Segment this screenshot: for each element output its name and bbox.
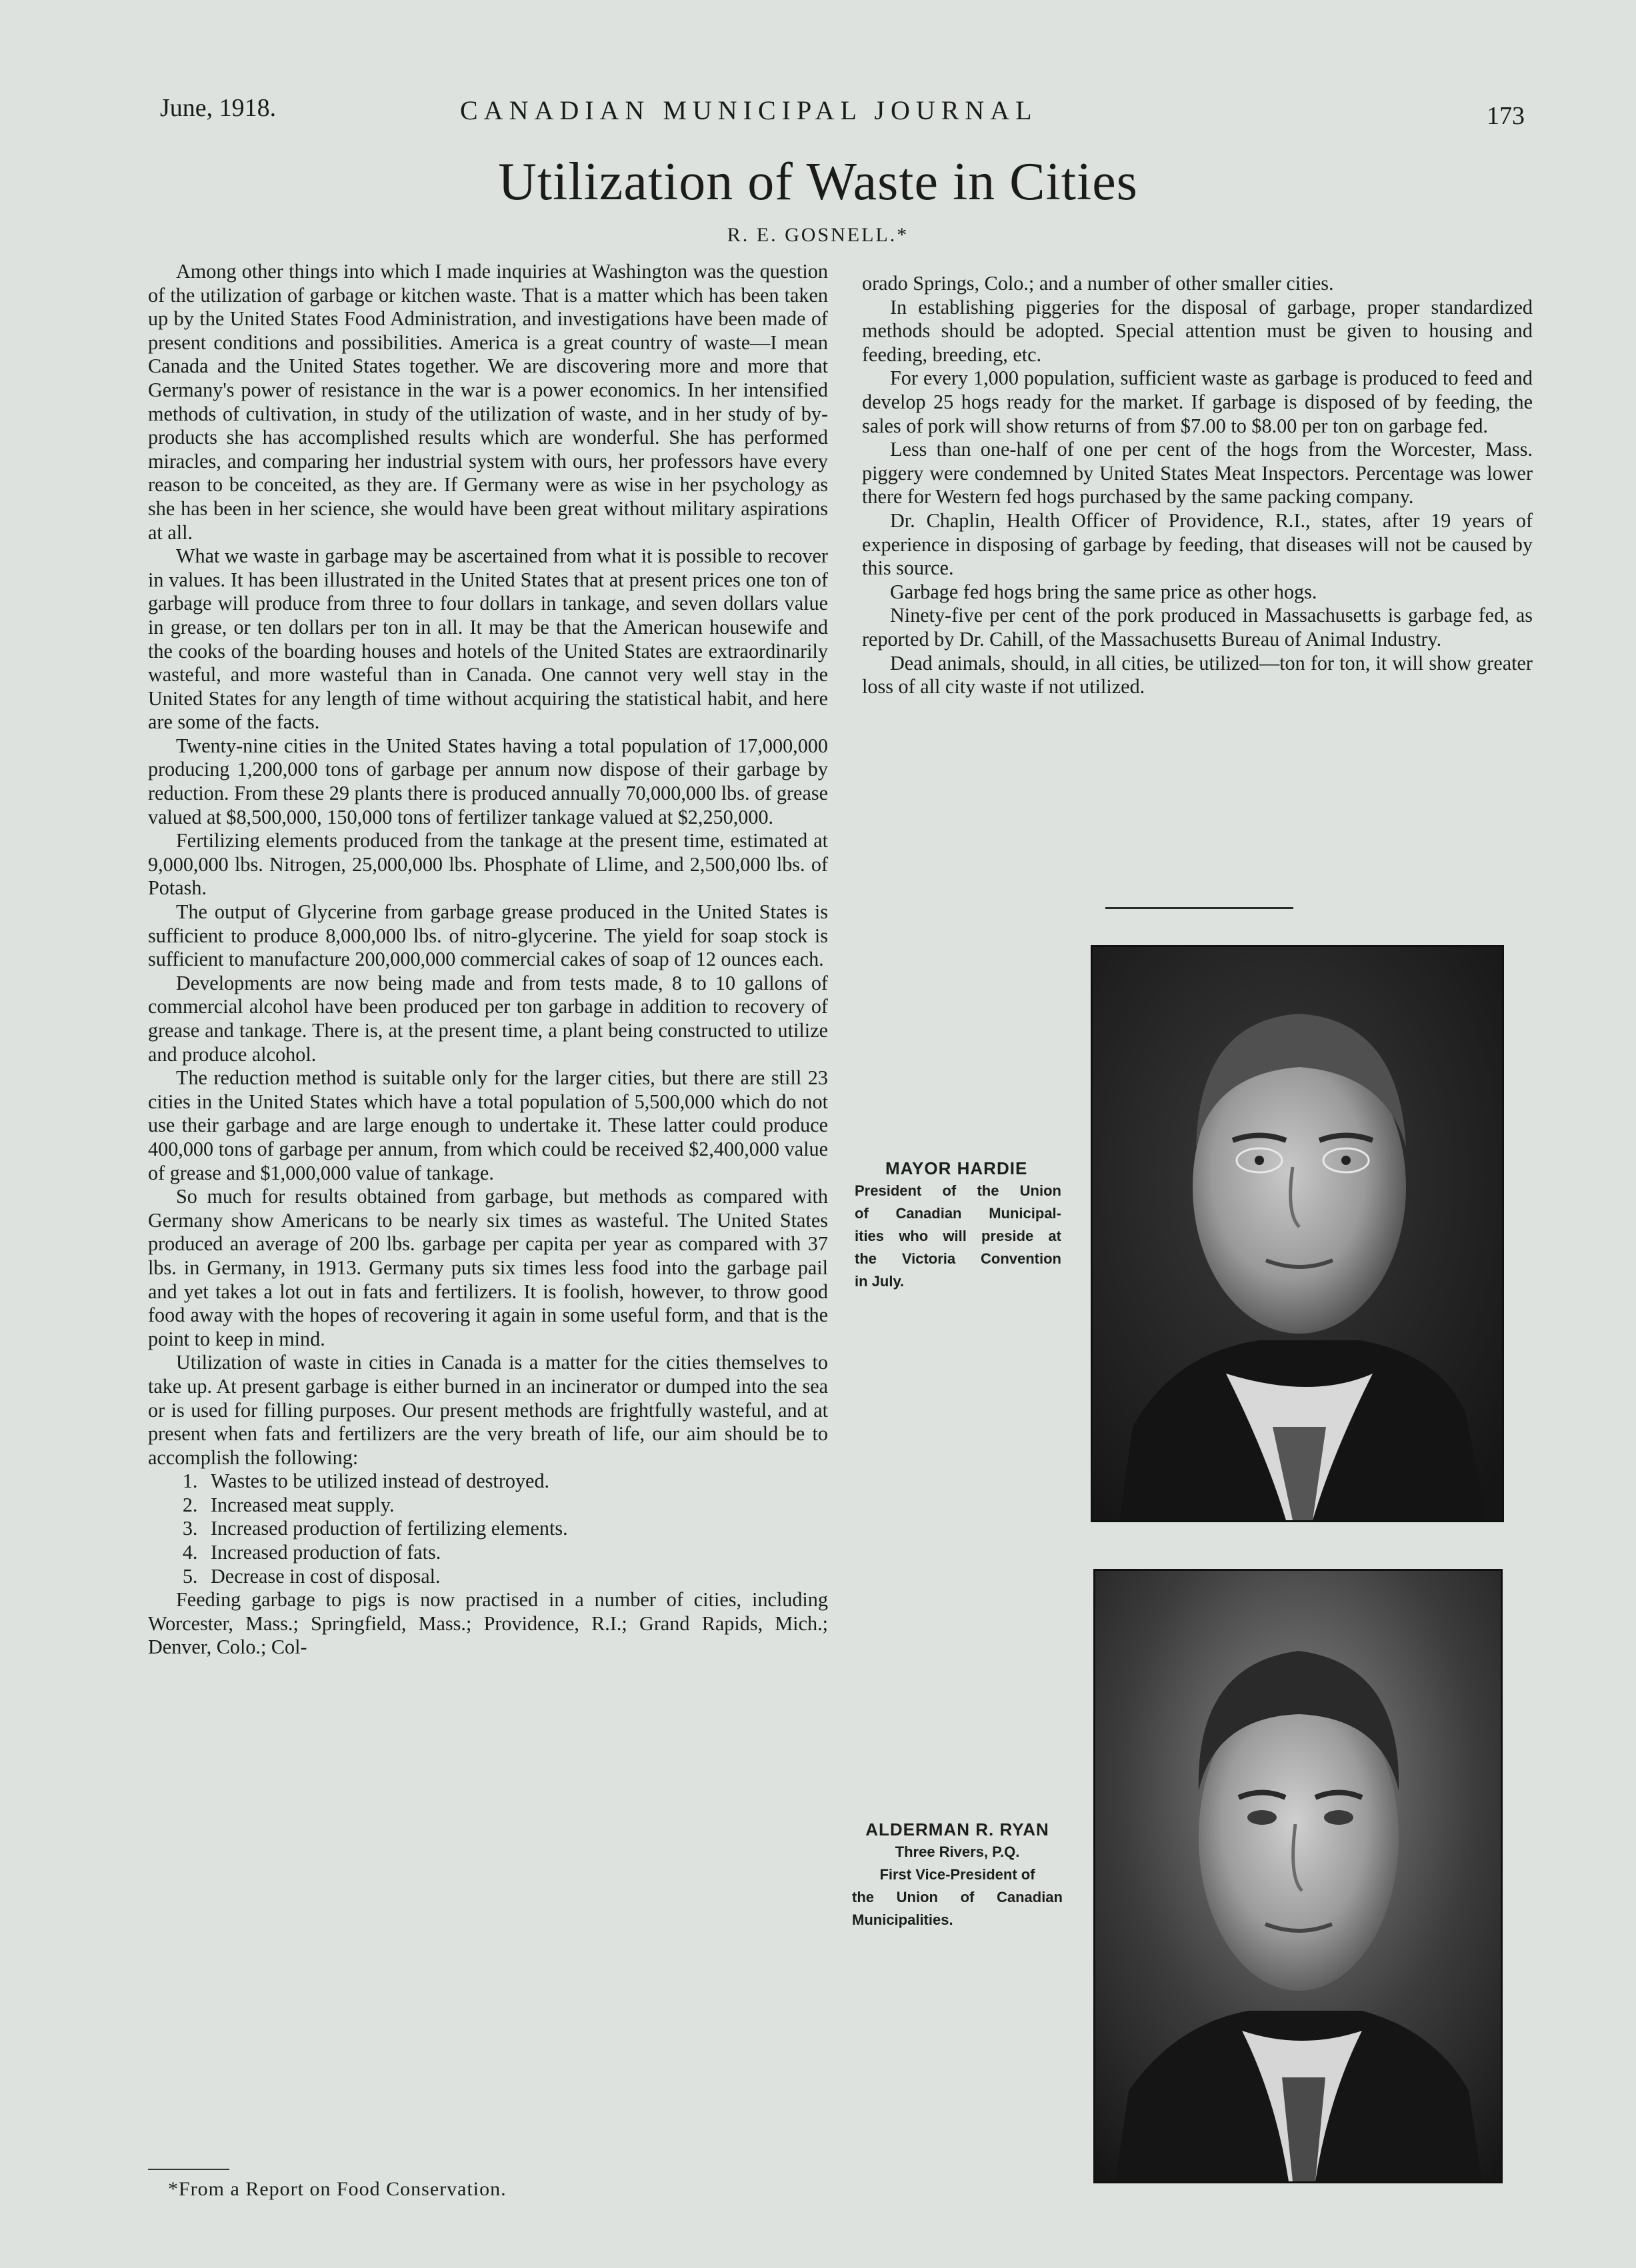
paragraph: So much for results obtained from garbage, but methods as compared with Germany show Americans to be nearly six times as wasteful. The United States produced an average of 200 lbs. garbage per capita per year as compared with 37 lbs. in Germany, in 1913. Germany puts six times less food into the garbage pail and yet takes a lot out in fats and fertilizers. It is foolish, however, to throw good food away with the hopes of recovering it again in some useful form, and that is the point to keep in mind.: [148, 1185, 828, 1350]
paragraph-continuation: orado Springs, Colo.; and a number of other smaller cities.: [862, 272, 1334, 295]
caption-name: ALDERMAN R. RYAN: [865, 1819, 1049, 1839]
paragraph: Feeding garbage to pigs is now practised in a number of cities, including Worcester, Mass.; Springfield, Mass.; Providence, R.I.; Grand Rapids, Mich.; Denver, Colo.; Col-: [148, 1588, 828, 1659]
paragraph: For every 1,000 population, sufficient waste as garbage is produced to feed and develop 25 hogs ready for the market. If garbage is disposed of by feeding, the sales of pork will show returns of from $7.00 to $8.00 per ton on garbage fed.: [862, 367, 1533, 437]
list-item: 4. Increased production of fats.: [203, 1541, 828, 1565]
journal-title: CANADIAN MUNICIPAL JOURNAL: [460, 95, 1038, 125]
paragraph: The output of Glycerine from garbage grease produced in the United States is sufficient to produce 8,000,000 lbs. of nitro-glycerine. The yield for soap stock is sufficient to manufacture 200,000,000 commercial cakes of soap of 12 ounces each.: [148, 900, 828, 971]
list-item: 2. Increased meat supply.: [203, 1494, 828, 1518]
caption-name: MAYOR HARDIE: [885, 1158, 1028, 1178]
footnote-rule: [148, 2169, 229, 2170]
caption-line: ities who will preside at: [855, 1228, 1061, 1244]
paragraph: Dr. Chaplin, Health Officer of Providence, R.I., states, after 19 years of experience in disposing of garbage by feeding, that diseases will not be caused by this source.: [862, 509, 1533, 580]
paragraph: The reduction method is suitable only for the larger cities, but there are still 23 cities in the United States which have a total population of 5,500,000 which do not use their garbage and are large enough to undertake it. These latter could produce 400,000 tons of garbage per annum, from which could be received $2,400,000 value of grease and $1,000,000 value of tankage.: [148, 1066, 828, 1184]
caption-line: Municipalities.: [852, 1911, 953, 1928]
article-author: R. E. GOSNELL.*: [727, 224, 909, 246]
paragraph: Dead animals, should, in all cities, be utilized—ton for ton, it will show greater loss of all city waste if not utilized.: [862, 651, 1533, 698]
article-title: Utilization of Waste in Cities: [498, 153, 1138, 211]
list-item: 5. Decrease in cost of disposal.: [203, 1565, 828, 1589]
issue-date: June, 1918.: [160, 94, 277, 122]
portrait-image: [1093, 947, 1502, 1520]
paragraph: Garbage fed hogs bring the same price as other hogs.: [890, 580, 1317, 603]
paragraph: Among other things into which I made inquiries at Washington was the question of the utilization of garbage or kitchen waste. That is a matter which has been taken up by the United States Food Administration, and investigations have been made of present conditions and possibilities. America is a great country of waste—I mean Canada and the United States together. We are discovering more and more that Germany's power of resistance in the war is a power economics. In her intensified methods of cultivation, in study of the utilization of waste, and in her study of by-products she has accomplished results which are wonderful. She has performed miracles, and comparing her industrial system with ours, her professors have every reason to be conceited, as they are. If Germany were as wise in her psychology as she has been in her science, she would have been great without military aspirations at all.: [148, 260, 828, 544]
paragraph: Developments are now being made and from tests made, 8 to 10 gallons of commercial alcohol have been produced per ton garbage in addition to recovery of grease and tankage. There is, at the present time, a plant being constructed to utilize and produce alcohol.: [148, 971, 828, 1066]
paragraph: Fertilizing elements produced from the tankage at the present time, estimated at 9,000,000 lbs. Nitrogen, 25,000,000 lbs. Phosphate of Llime, and 2,500,000 lbs. of Potash.: [148, 829, 828, 900]
paragraph: Utilization of waste in cities in Canada is a matter for the cities themselves to take up. At present garbage is either burned in an incinerator or dumped into the sea or is used for filling purposes. Our present methods are frightfully wasteful, and at present when fats and fertilizers are the very breath of life, our aim should be to accomplish the following:: [148, 1351, 828, 1469]
left-text-column: [148, 260, 828, 1660]
caption-line: the Union of Canadian: [852, 1889, 1063, 1905]
paragraph: Twenty-nine cities in the United States having a total population of 17,000,000 producing 1,200,000 tons of garbage per annum now dispose of their garbage by reduction. From these 29 plants there is produced annually 70,000,000 lbs. of grease valued at $8,500,000, 150,000 tons of fertilizer tankage valued at $2,250,000.: [148, 734, 828, 828]
footnote: *From a Report on Food Conservation.: [168, 2178, 507, 2200]
paragraph: Less than one-half of one per cent of the hogs from the Worcester, Mass. piggery were condemned by United States Meat Inspectors. Percentage was lower there for Western fed hogs purchased by the same packing company.: [862, 438, 1533, 509]
page-number: 173: [1487, 102, 1525, 130]
section-divider: [1105, 907, 1293, 909]
caption-line: in July.: [855, 1273, 905, 1290]
caption-mayor: [855, 1157, 1061, 1293]
caption-alderman: [852, 1818, 1063, 1931]
caption-line: First Vice-President of: [879, 1866, 1035, 1883]
list-item: 1. Wastes to be utilized instead of destroyed.: [203, 1470, 828, 1494]
paragraph: In establishing piggeries for the disposal of garbage, proper standardized methods should be adopted. Special attention must be given to housing and feeding, breeding, etc.: [862, 295, 1533, 366]
list-item: 3. Increased production of fertilizing elements.: [203, 1517, 828, 1541]
caption-place: Three Rivers, P.Q.: [895, 1843, 1020, 1860]
paragraph: Ninety-five per cent of the pork produced in Massachusetts is garbage fed, as reported by Dr. Cahill, of the Massachusetts Bureau of Animal Industry.: [862, 604, 1533, 650]
paragraph: What we waste in garbage may be ascertained from what it is possible to recover in values. It has been illustrated in the United States that at present prices one ton of garbage will produce from three to four dollars in tankage, and seven dollars value in grease, or ten dollars per ton in all. It may be that the American housewife and the cooks of the boarding houses and hotels of the United States are extraordinarily wasteful, and more wasteful than in Canada. One cannot very well stay in the United States for any length of time without acquiring the statistical habit, and here are some of the facts.: [148, 545, 828, 734]
portrait-photo-mayor: [1091, 945, 1504, 1522]
caption-line: the Victoria Convention: [855, 1250, 1061, 1267]
goals-list: [148, 1470, 828, 1588]
portrait-image: [1095, 1571, 1501, 2181]
portrait-photo-alderman: [1093, 1569, 1503, 2183]
caption-line: of Canadian Municipal-: [855, 1205, 1061, 1222]
right-text-column: [862, 272, 1533, 699]
caption-line: President of the Union: [855, 1182, 1061, 1199]
